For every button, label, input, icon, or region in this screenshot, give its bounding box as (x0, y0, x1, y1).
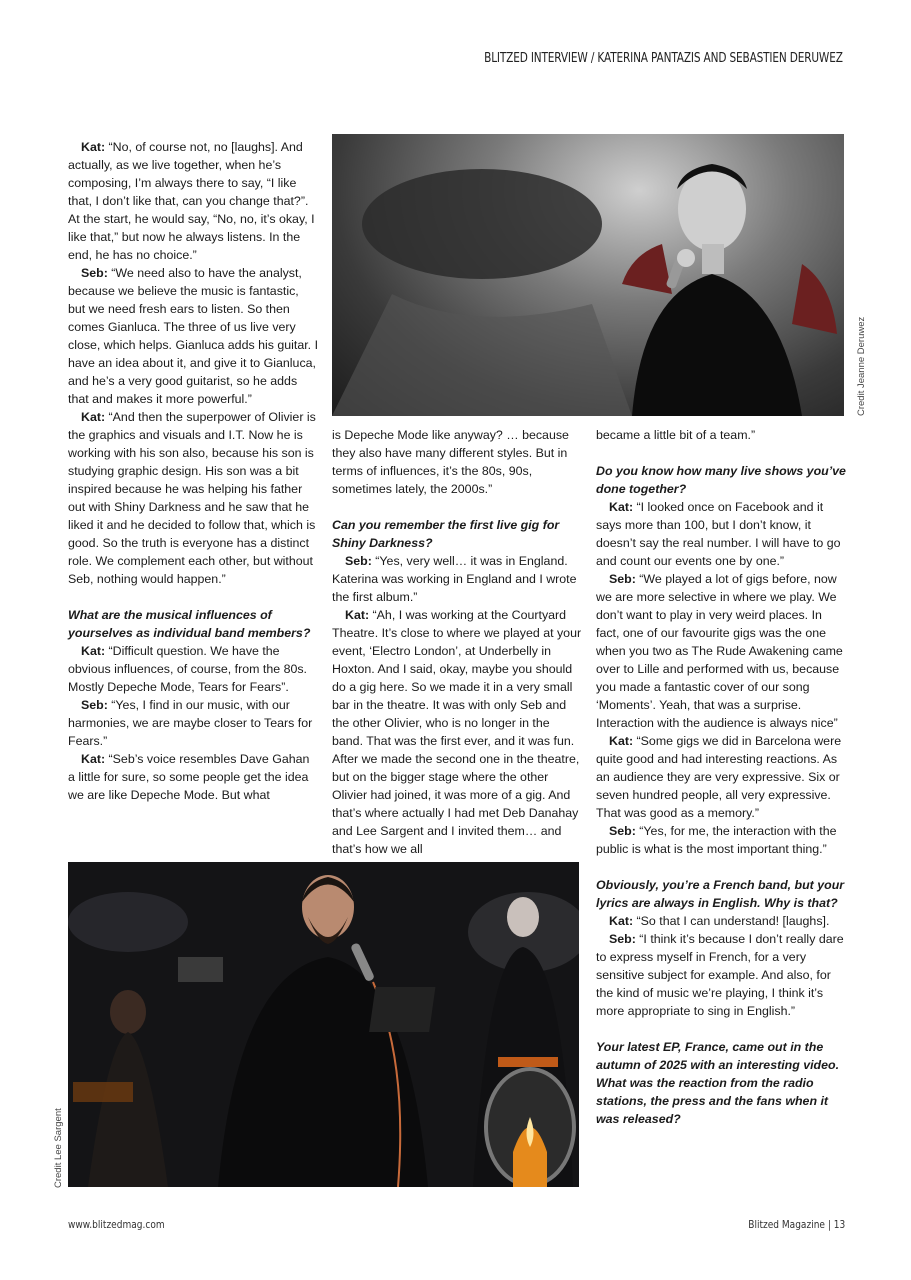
question-heading: Do you know how many live shows you’ve done together? (596, 464, 846, 496)
column-1: Kat: “No, of course not, no [laughs]. And actually, as we live together, when he’s composing, I’m always there to say, “I like that, I don’t like that, can you change that?”. At the start, he would say, “No, no, it’s okay, I like that,” but now he always listens. In the end, he has no choice.” Seb: “We need also to have the analyst, because we believe the music is fantastic, but we need fresh ears to listen. So then comes Gianluca. The three of us live very close, which helps. Gianluca adds his guitar. I have an idea about it, and give it to Gianluca, and he’s a very good guitarist, so he adds that and makes it more powerful.” Kat: “And then the superpower of Olivier is the graphics and visuals and I.T. Now he is working with his son also, because his son is studying graphic design. His son was a bit inspired because he was helping his father out with Shiny Darkness and he saw that he liked it and he decided to follow that, which is good. So the truth is everyone has a distinct role. We complement each other, but without Seb, nothing would happen.” What are the musical influences of yourselves as individual band members? Kat: “Difficult question. We have the obvious influences, of course, from the 80s. Mostly Depeche Mode, Tears for Fears”. Seb: “Yes, I find in our music, with our harmonies, we are maybe closer to Tears for Fears.” Kat: “Seb’s voice resembles Dave Gahan a little for sure, so some people get the idea we are like Depeche Mode. But what (68, 140, 319, 802)
column-2: is Depeche Mode like anyway? … because they also have many different styles. But in terms of influences, it’s the 80s, 90s, sometimes lately, the 2000s.” Can you remember the first live gig for Shiny Darkness? Seb: “Yes, very well… it was in England. Katerina was working in England and I wrote the first album.” Kat: “Ah, I was working at the Courtyard Theatre. It’s close to where we played at your event, ‘Electro London’, at Underbelly in Hoxton. And I said, okay, maybe you should do a gig here. So we made it in a very small bar in the theatre. It was with only Seb and the other Olivier, who is no longer in the band. That was the first ever, and it was fun. After we made the second one in the theatre, but on the bigger stage where the other Olivier had joined, it was more of a gig. And that’s where actually I had met Deb Danahay and Lee Sargent and I invited them… and that’s how we all (332, 428, 582, 856)
footer-page-number: Blitzed Magazine | 13 (748, 1218, 845, 1231)
question-heading: Can you remember the first live gig for Shiny Darkness? (332, 518, 560, 550)
footer-website[interactable]: www.blitzedmag.com (68, 1218, 165, 1231)
column-3: became a little bit of a team.” Do you know how many live shows you’ve done together? Kat: “I looked once on Facebook and it says more than 100, but I don’t know, it doesn’t say the real number. I will have to go and count our events one by one.” Seb: “We played a lot of gigs before, now we are more selective in where we play. We don’t want to play in very weird places. In fact, one of our favourite gigs was the one when you two as The Rude Awakening came over to Lille and performed with us, because you made a fantastic cover of our song ‘Moments’. Yeah, that was a surprise. Interaction with the audience is always nice” Kat: “Some gigs we did in Barcelona were quite good and had interesting reactions. As an audience they are very expressive. Six or seven hundred people, all very expressive. That was good as a memory.” Seb: “Yes, for me, the interaction with the public is what is the most important thing.” Obviously, you’re a French band, but your lyrics are always in English. Why is that? Kat: “So that I can understand! [laughs]. Seb: “I think it’s because I don’t really dare to express myself in French, for a very sensitive subject for example. And also, for the kind of music we’re playing, I think it’s more appropriate to sing in English.” Your latest EP, France, came out in the autumn of 2025 with an interesting video. What was the reaction from the radio stations, the press and the fans when it was released? (596, 428, 846, 1126)
photo-singer (332, 134, 844, 416)
photo-credit-2: Credit Lee Sargent (53, 1108, 64, 1188)
photo-singer-illustration (332, 134, 844, 416)
photo-credit-1: Credit Jeanne Deruwez (856, 316, 867, 416)
question-heading: Obviously, you’re a French band, but your lyrics are always in English. Why is that? (596, 878, 845, 910)
question-heading: What are the musical influences of yourselves as individual band members? (68, 608, 311, 640)
running-header: BLITZED INTERVIEW / KATERINA PANTAZIS AND SEBASTIEN DERUWEZ (484, 50, 843, 66)
question-heading: Your latest EP, France, came out in the autumn of 2025 with an interesting video. What was the reaction from the radio stations, the press and the fans when it was released? (596, 1040, 840, 1126)
photo-live-band (68, 862, 579, 1187)
photo-live-band-illustration (68, 862, 579, 1187)
